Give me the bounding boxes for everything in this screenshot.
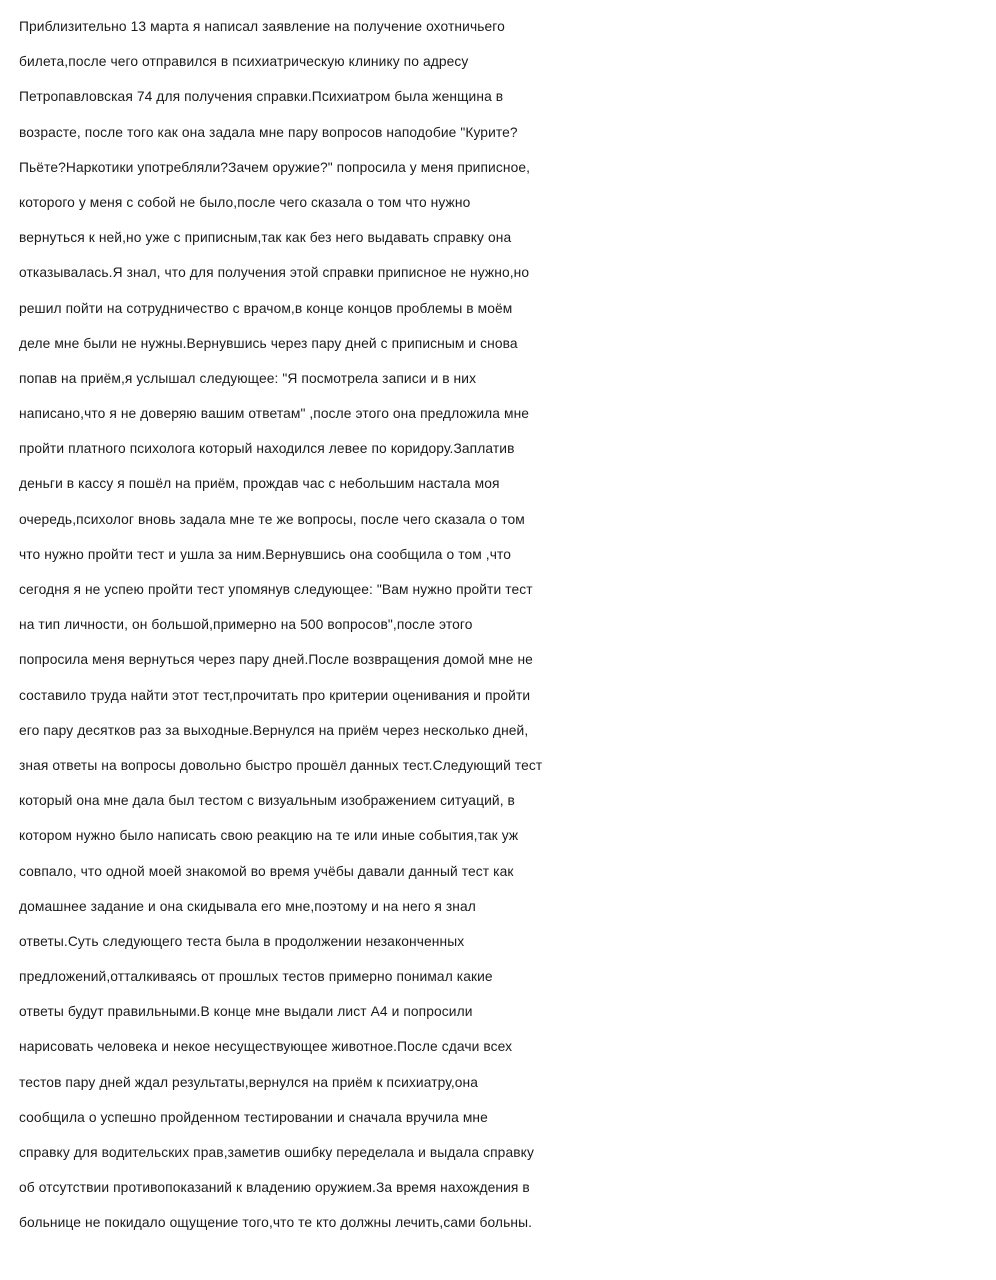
- text-line: очередь,психолог вновь задала мне те же вопросы, после чего сказала о том: [19, 511, 525, 527]
- text-line: ответы.Суть следующего теста была в продолжении незаконченных: [19, 933, 465, 949]
- text-line: тестов пару дней ждал результаты,вернулся на приём к психиатру,она: [19, 1074, 479, 1090]
- text-line: домашнее задание и она скидывала его мне,поэтому и на него я знал: [19, 898, 476, 914]
- text-paragraph: [19, 9, 989, 1241]
- text-line: зная ответы на вопросы довольно быстро прошёл данных тест.Следующий тест: [19, 757, 543, 773]
- text-line: вернуться к ней,но уже с приписным,так как без него выдавать справку она: [19, 230, 512, 246]
- text-line: попросила меня вернуться через пару дней.После возвращения домой мне не: [19, 652, 533, 668]
- text-line: решил пойти на сотрудничество с врачом,в конце концов проблемы в моём: [19, 300, 513, 316]
- text-line: написано,что я не доверяю вашим ответам" ,после этого она предложила мне: [19, 406, 530, 422]
- text-line: Приблизительно 13 марта я написал заявление на получение охотничьего: [19, 19, 505, 34]
- text-line: его пару десятков раз за выходные.Вернулся на приём через несколько дней,: [19, 722, 529, 738]
- text-line: ответы будут правильными.В конце мне выдали лист А4 и попросили: [19, 1004, 473, 1020]
- text-line: котором нужно было написать свою реакцию на те или иные события,так уж: [19, 828, 519, 844]
- text-line: сообщила о успешно пройденном тестировании и сначала вручила мне: [19, 1109, 488, 1125]
- text-line: который она мне дала был тестом с визуальным изображением ситуаций, в: [19, 793, 515, 809]
- text-line: предложений,отталкиваясь от прошлых тестов примерно понимал какие: [19, 969, 493, 985]
- text-line: на тип личности, он большой,примерно на 500 вопросов",после этого: [19, 617, 473, 633]
- text-line: пройти платного психолога который находился левее по коридору.Заплатив: [19, 441, 515, 457]
- text-line: составило труда найти этот тест,прочитать про критерии оценивания и пройти: [19, 687, 531, 703]
- text-line: об отсутствии противопоказаний к владению оружием.За время нахождения в: [19, 1180, 530, 1196]
- text-line: деньги в кассу я пошёл на приём, прождав час с небольшим настала моя: [19, 476, 500, 492]
- text-line: билета,после чего отправился в психиатрическую клинику по адресу: [19, 54, 469, 70]
- text-line: совпало, что одной моей знакомой во время учёбы давали данный тест как: [19, 863, 514, 879]
- text-line: сегодня я не успею пройти тест упомянув следующее: "Вам нужно пройти тест: [19, 582, 533, 597]
- text-line: Петропавловская 74 для получения справки.Психиатром была женщина в: [19, 89, 504, 105]
- text-line: Пьёте?Наркотики употребляли?Зачем оружие?" попросила у меня приписное,: [19, 159, 531, 175]
- text-line: попав на приём,я услышал следующее: "Я посмотрела записи и в них: [19, 370, 477, 386]
- text-line: возрасте, после того как она задала мне пару вопросов наподобие "Курите?: [19, 124, 518, 140]
- text-line: больнице не покидало ощущение того,что те кто должны лечить,сами больны.: [19, 1215, 533, 1231]
- text-line: справку для водительских прав,заметив ошибку переделала и выдала справку: [19, 1145, 534, 1160]
- text-line: которого у меня с собой не было,после чего сказала о том что нужно: [19, 194, 471, 210]
- text-line: отказывалась.Я знал, что для получения этой справки приписное не нужно,но: [19, 265, 530, 281]
- text-line: нарисовать человека и некое несуществующее животное.После сдачи всех: [19, 1039, 513, 1055]
- text-line: деле мне были не нужны.Вернувшись через пару дней с приписным и снова: [19, 335, 518, 351]
- text-line: что нужно пройти тест и ушла за ним.Вернувшись она сообщила о том ,что: [19, 546, 512, 562]
